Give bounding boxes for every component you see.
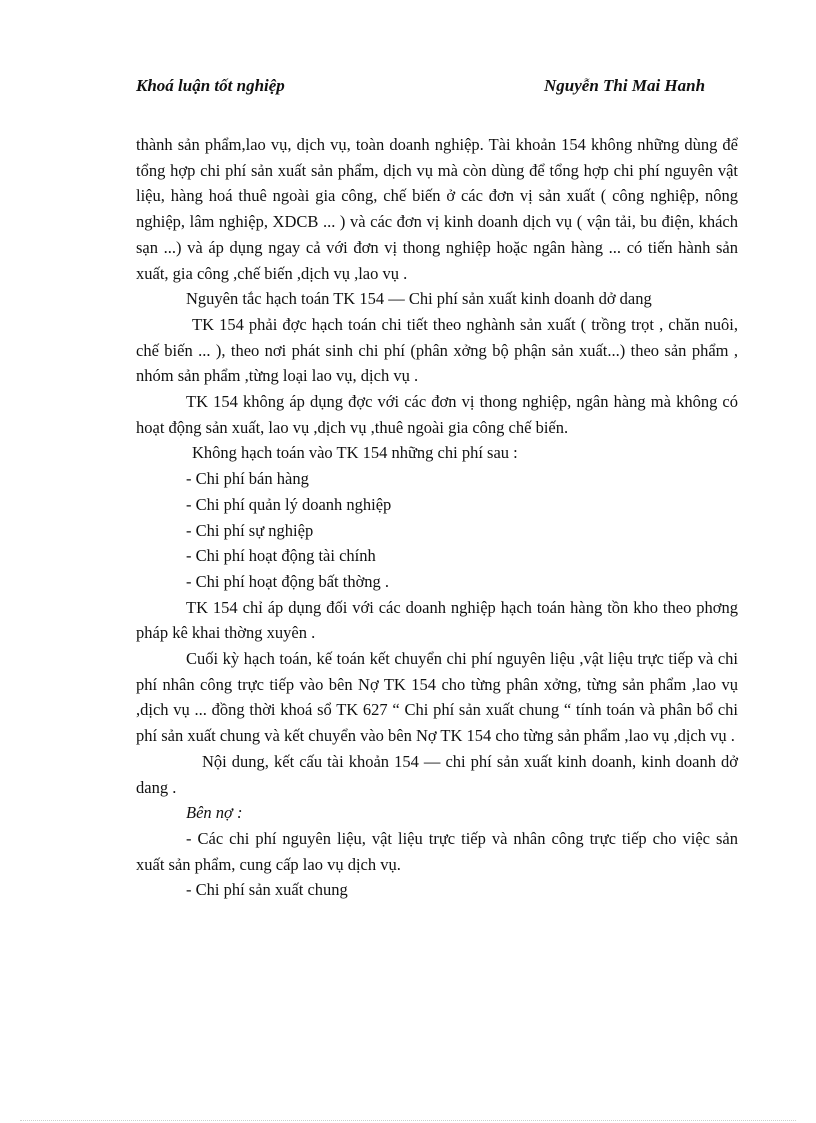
paragraph-debit-overhead: - Chi phí sản xuất chung: [186, 880, 348, 900]
list-item-extraordinary-costs: - Chi phí hoạt động bất thờng .: [186, 571, 390, 591]
page-header: [136, 76, 736, 100]
paragraph-period-end-transfer: Cuối kỳ hạch toán, kế toán kết chuyển chi phí nguyên liệu ,vật liệu trực tiếp và chi phí nhân công trực tiếp vào bên Nợ TK 154 cho từng phân xởng, từng sản phẩm ,lao vụ ,dịch vụ ... đồng thời khoá sổ TK 627 “ Chi phí sản xuất chung “ tính toán và phân bổ chi phí sản xuất chung và kết chuyển vào bên Nợ TK 154 cho từng sản phẩm ,lao vụ ,dịch vụ .: [136, 649, 738, 746]
header-thesis-title: Khoá luận tốt nghiệp: [136, 76, 285, 95]
page-bottom-rule: [20, 1120, 796, 1121]
paragraph-debit-side-heading: Bên nợ :: [186, 803, 243, 823]
paragraph-detail-accounting: TK 154 phải đợc hạch toán chi tiết theo nghành sản xuất ( trồng trọt , chăn nuôi, chế biến ... ), theo nơi phát sinh chi phí (phân xởng bộ phận sản xuất...) theo sản phẩm , nhóm sản phẩm ,từng loại lao vụ, dịch vụ .: [136, 314, 738, 386]
list-item-admin-costs: - Chi phí quản lý doanh nghiệp: [186, 494, 392, 514]
header-author-name: Nguyễn Thi Mai Hanh: [544, 76, 706, 95]
paragraph-not-applicable: TK 154 không áp dụng đợc với các đơn vị thong nghiệp, ngân hàng mà không có hoạt động sản xuất, lao vụ ,dịch vụ ,thuê ngoài gia công chế biến.: [136, 392, 738, 437]
paragraph-excluded-costs-intro: Không hạch toán vào TK 154 những chi phí sau :: [192, 443, 518, 463]
paragraph-debit-direct-costs: - Các chi phí nguyên liệu, vật liệu trực tiếp và nhân công trực tiếp cho việc sản xuất sản phẩm, cung cấp lao vụ dịch vụ.: [136, 828, 738, 874]
list-item-selling-costs: - Chi phí bán hàng: [186, 469, 309, 489]
document-body: [136, 132, 738, 903]
paragraph-accounting-principle: Nguyên tắc hạch toán TK 154 — Chi phí sản xuất kinh doanh dở dang: [186, 289, 652, 309]
paragraph-account-structure: Nội dung, kết cấu tài khoản 154 — chi phí sản xuất kinh doanh, kinh doanh dở dang .: [136, 751, 738, 797]
list-item-financial-costs: - Chi phí hoạt động tài chính: [186, 546, 376, 566]
paragraph-inventory-method: TK 154 chỉ áp dụng đối với các doanh nghiệp hạch toán hàng tồn kho theo phơng pháp kê khai thờng xuyên .: [136, 597, 738, 643]
list-item-non-business-costs: - Chi phí sự nghiệp: [186, 520, 314, 540]
paragraph-tk154-scope: thành sản phẩm,lao vụ, dịch vụ, toàn doanh nghiệp. Tài khoản 154 không những dùng để tổng hợp chi phí sản xuất sản phẩm, dịch vụ mà còn dùng để tổng hợp chi phí nguyên vật liệu, hàng hoá thuê ngoài gia công, chế biến ở các đơn vị sản xuất ( công nghiệp, nông nghiệp, lâm nghiệp, XDCB ... ) và các đơn vị kinh doanh dịch vụ ( vận tải, bu điện, khách sạn ...) và áp dụng ngay cả với đơn vị thong nghiệp hoặc ngân hàng ... có tiến hành sản xuất, gia công ,chế biến ,dịch vụ ,lao vụ .: [136, 135, 738, 283]
